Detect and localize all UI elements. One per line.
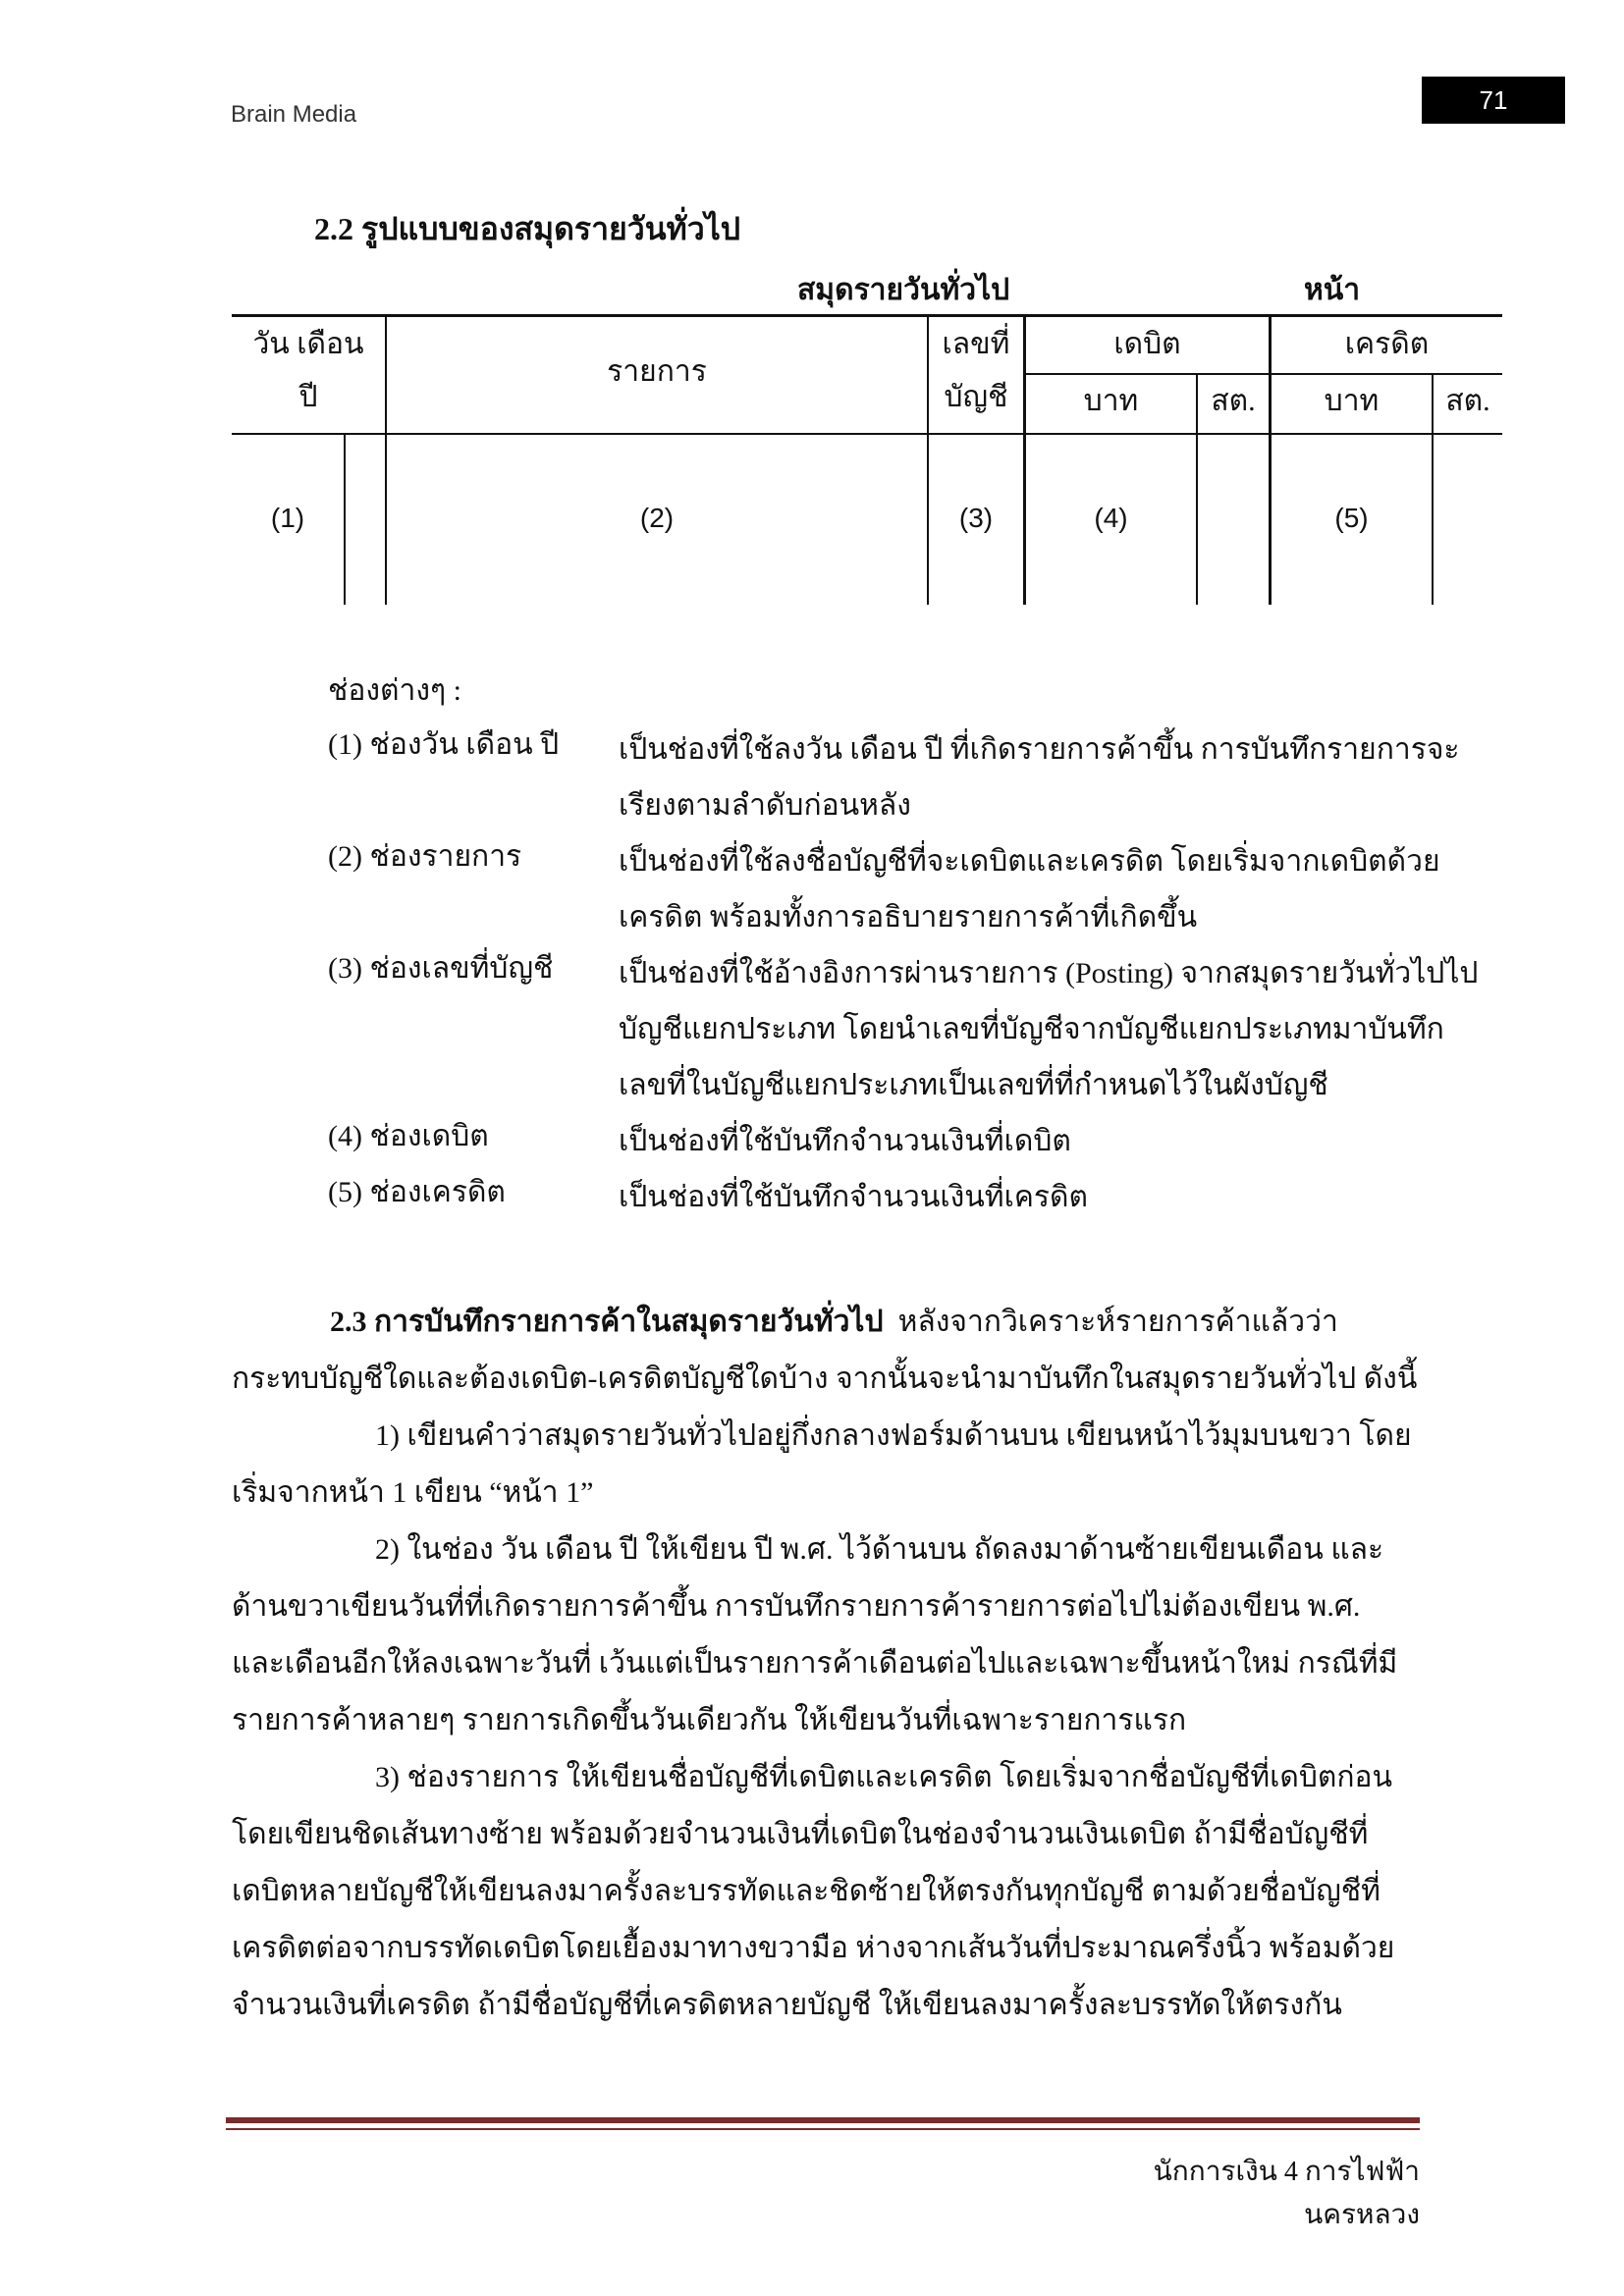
col-header-debit-baht: บาท (1083, 385, 1139, 417)
col-header-date-line2: ปี (298, 381, 318, 413)
definition-line: เป็นช่องที่ใช้บันทึกจำนวนเงินที่เดบิต (619, 1125, 1071, 1157)
col-header-item: รายการ (607, 355, 707, 388)
col-header-credit: เครดิต (1344, 328, 1430, 360)
journal-form-table (232, 314, 1502, 605)
journal-title: สมุดรายวันทั่วไป (797, 274, 1010, 306)
definition-item (328, 721, 1506, 833)
section-2-3-intro-text: หลังจากวิเคราะห์รายการค้าแล้วว่ากระทบบัญชีใดและต้องเดบิต-เครดิตบัญชีใดบ้าง จากนั้นจะนำมาบันทึกในสมุดรายวันทั่วไป ดังนี้ (232, 1306, 1418, 1395)
section-2-3-item-2: 2) ในช่อง วัน เดือน ปี ให้เขียน ปี พ.ศ. ไว้ด้านบน ถัดลงมาด้านซ้ายเขียนเดือน และด้านขวาเขียนวันที่ที่เกิดรายการค้าขึ้น การบันทึกรายการค้ารายการต่อไปไม่ต้องเขียน พ.ศ. และเดือนอีกให้ลงเฉพาะวันที่ เว้นแต่เป็นรายการค้าเดือนต่อไปและเฉพาะขึ้นหน้าใหม่ กรณีที่มีรายการค้าหลายๆ รายการเกิดขึ้นวันเดียวกัน ให้เขียนวันที่เฉพาะรายการแรก (232, 1533, 1398, 1736)
brand-name: Brain Media (231, 101, 357, 128)
definition-term: (1) ช่องวัน เดือน ปี (328, 728, 560, 761)
column-definitions (328, 721, 1506, 1225)
definition-line: เครดิต พร้อมทั้งการอธิบายรายการค้าที่เกิดขึ้น (619, 901, 1198, 934)
section-2-3-item-3: 3) ช่องรายการ ให้เขียนชื่อบัญชีที่เดบิตและเครดิต โดยเริ่มจากชื่อบัญชีที่เดบิตก่อน โดยเขียนชิดเส้นทางซ้าย พร้อมด้วยจำนวนเงินที่เดบิตในช่องจำนวนเงินเดบิต ถ้ามีชื่อบัญชีที่เดบิตหลายบัญชีให้เขียนลงมาครั้งละบรรทัดและชิดซ้ายให้ตรงกันทุกบัญชี ตามด้วยชื่อบัญชีที่เครดิตต่อจากบรรทัดเดบิตโดยเยื้องมาทางขวามือ ห่างจากเส้นวันที่ประมาณครึ่งนิ้ว พร้อมด้วยจำนวนเงินที่เครดิต ถ้ามีชื่อบัญชีที่เครดิตหลายบัญชี ให้เขียนลงมาครั้งละบรรทัดให้ตรงกัน (232, 1761, 1395, 2021)
placeholder-4: (4) (1094, 503, 1128, 533)
col-header-date-line1: วัน เดือน (252, 328, 364, 360)
definition-line: บัญชีแยกประเภท โดยนำเลขที่บัญชีจากบัญชีแยกประเภทมาบันทึก (619, 1013, 1444, 1045)
definition-line: เรียงตามลำดับก่อนหลัง (619, 789, 911, 822)
footer-rule-thin (226, 2128, 1420, 2130)
journal-page-label: หน้า (1304, 274, 1361, 306)
col-header-debit: เดบิต (1113, 328, 1181, 360)
section-2-3-item-1: 1) เขียนคำว่าสมุดรายวันทั่วไปอยู่กึ่งกลางฟอร์มด้านบน เขียนหน้าไว้มุมบนขวา โดยเริ่มจากหน้า 1 เขียน “หน้า 1” (232, 1419, 1412, 1509)
placeholder-2: (2) (639, 503, 675, 533)
section-2-3-body (232, 1294, 1420, 2034)
definition-item (328, 1169, 1506, 1225)
placeholder-1: (1) (270, 503, 305, 533)
footer-text: นักการเงิน 4 การไฟฟ้านครหลวง (1153, 2157, 1420, 2230)
col-header-credit-satang: สต. (1445, 385, 1490, 417)
definition-line: เป็นช่องที่ใช้ลงชื่อบัญชีที่จะเดบิตและเครดิต โดยเริ่มจากเดบิตด้วย (619, 845, 1440, 878)
definition-item (328, 1113, 1506, 1169)
page-number-badge: 71 (1422, 77, 1565, 124)
definition-term: (2) ช่องรายการ (328, 840, 522, 873)
table-top-rule (232, 314, 1502, 317)
table-header-rule (232, 433, 1502, 435)
placeholder-3: (3) (958, 503, 994, 533)
footer-rule-thick (226, 2117, 1420, 2123)
definition-line: เป็นช่องที่ใช้อ้างอิงการผ่านรายการ (Posting) จากสมุดรายวันทั่วไปไป (619, 957, 1479, 989)
col-header-debit-satang: สต. (1211, 385, 1256, 417)
definition-item (328, 945, 1506, 1113)
col-header-acct-line2: บัญชี (944, 381, 1008, 413)
columns-label: ช่องต่างๆ : (328, 674, 461, 707)
definition-item (328, 833, 1506, 945)
section-2-2-heading: 2.2 รูปแบบของสมุดรายวันทั่วไป (314, 211, 741, 246)
definition-line: เป็นช่องที่ใช้ลงวัน เดือน ปี ที่เกิดรายการค้าขึ้น การบันทึกรายการจะ (619, 733, 1460, 766)
section-2-3-intro (232, 1294, 1420, 1408)
definition-term: (5) ช่องเครดิต (328, 1176, 506, 1208)
section-2-3-heading: 2.3 การบันทึกรายการค้าในสมุดรายวันทั่วไป (330, 1306, 884, 1338)
definition-term: (3) ช่องเลขที่บัญชี (328, 952, 554, 985)
col-header-acct-line1: เลขที่ (942, 328, 1010, 360)
definition-line: เป็นช่องที่ใช้บันทึกจำนวนเงินที่เครดิต (619, 1181, 1088, 1213)
col-header-credit-baht: บาท (1324, 385, 1380, 417)
table-date-split-line (344, 435, 346, 605)
definition-term: (4) ช่องเดบิต (328, 1120, 489, 1152)
placeholder-5: (5) (1334, 503, 1369, 533)
definition-line: เลขที่ในบัญชีแยกประเภทเป็นเลขที่ที่กำหนดไว้ในผังบัญชี (619, 1069, 1328, 1101)
